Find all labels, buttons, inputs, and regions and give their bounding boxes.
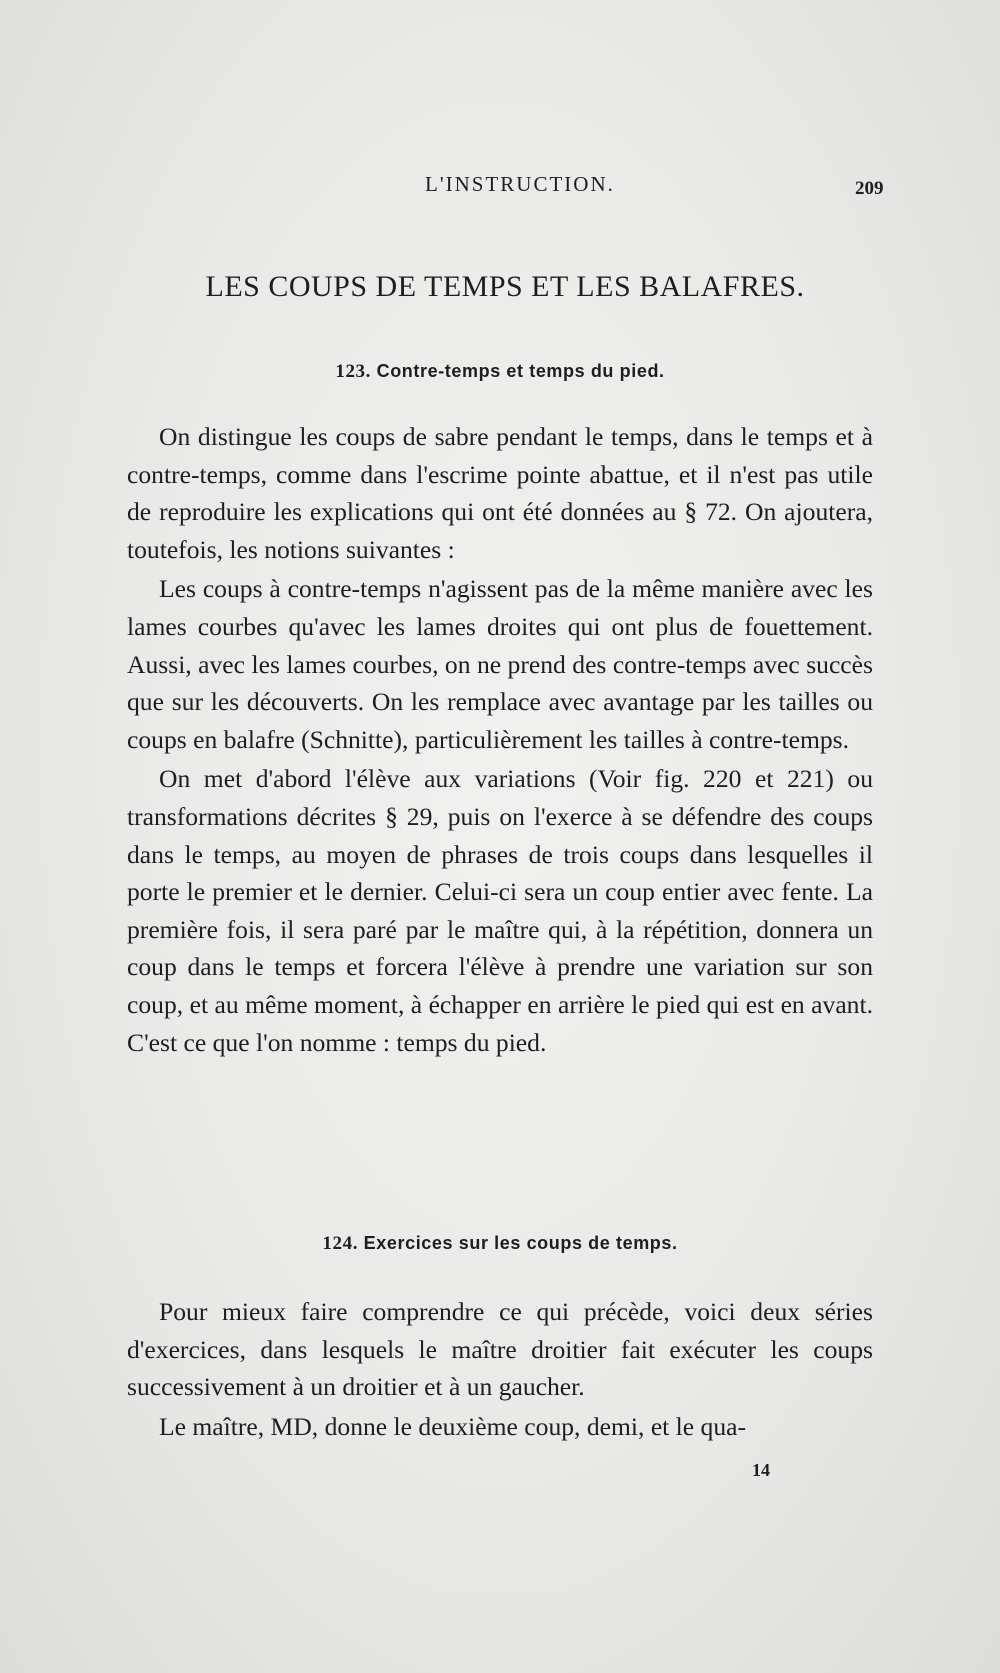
paragraph: On distingue les coups de sabre pendant le temps, dans le temps et à contre-temps, comme dans l'escrime pointe abattue, et il n'est pas utile de reproduire les explications qui ont été données au § 72. On ajoutera, toutefois, les notions suivantes : bbox=[127, 422, 873, 564]
section-title: Contre-temps et temps du pied. bbox=[376, 361, 665, 381]
section-123-body bbox=[127, 418, 873, 1061]
paragraph: Pour mieux faire comprendre ce qui précède, voici deux séries d'exercices, dans lesquels le maître droitier fait exécuter les coups successivement à un droitier et à un gaucher. bbox=[127, 1297, 873, 1402]
running-title: L'INSTRUCTION. bbox=[425, 172, 615, 196]
section-heading-124 bbox=[0, 1233, 1000, 1255]
paragraph: Le maître, MD, donne le deuxième coup, demi, et le qua- bbox=[159, 1411, 747, 1441]
paragraph: On met d'abord l'élève aux variations (Voir fig. 220 et 221) ou transformations décrites § 29, puis on l'exerce à se défendre des coups dans le temps, au moyen de phrases de trois coups dans lesquelles il porte le premier et le dernier. Celui-ci sera un coup entier avec fente. La première fois, il sera paré par le maître qui, à la répétition, donnera un coup dans le temps et forcera l'élève à prendre une variation sur son coup, et au même moment, à échapper en arrière le pied qui est en avant. C'est ce que l'on nomme : temps du pied. bbox=[127, 764, 873, 1057]
section-number: 124. bbox=[322, 1233, 359, 1254]
page-number: 209 bbox=[855, 178, 884, 199]
section-title: Exercices sur les coups de temps. bbox=[363, 1233, 678, 1253]
section-heading-123 bbox=[0, 361, 1000, 383]
signature-mark: 14 bbox=[752, 1460, 770, 1480]
paragraph: Les coups à contre-temps n'agissent pas de la même manière avec les lames courbes qu'avec les lames droites qui ont plus de fouettement. Aussi, avec les lames courbes, on ne prend des contre-temps avec succès que sur les découverts. On les remplace avec avantage par les tailles ou coups en balafre (Schnitte), particulièrement les tailles à contre-temps. bbox=[127, 574, 873, 754]
section-124-body bbox=[127, 1293, 873, 1445]
running-header bbox=[0, 172, 1000, 202]
chapter-title: LES COUPS DE TEMPS ET LES BALAFRES. bbox=[205, 270, 805, 303]
section-number: 123. bbox=[335, 361, 371, 382]
